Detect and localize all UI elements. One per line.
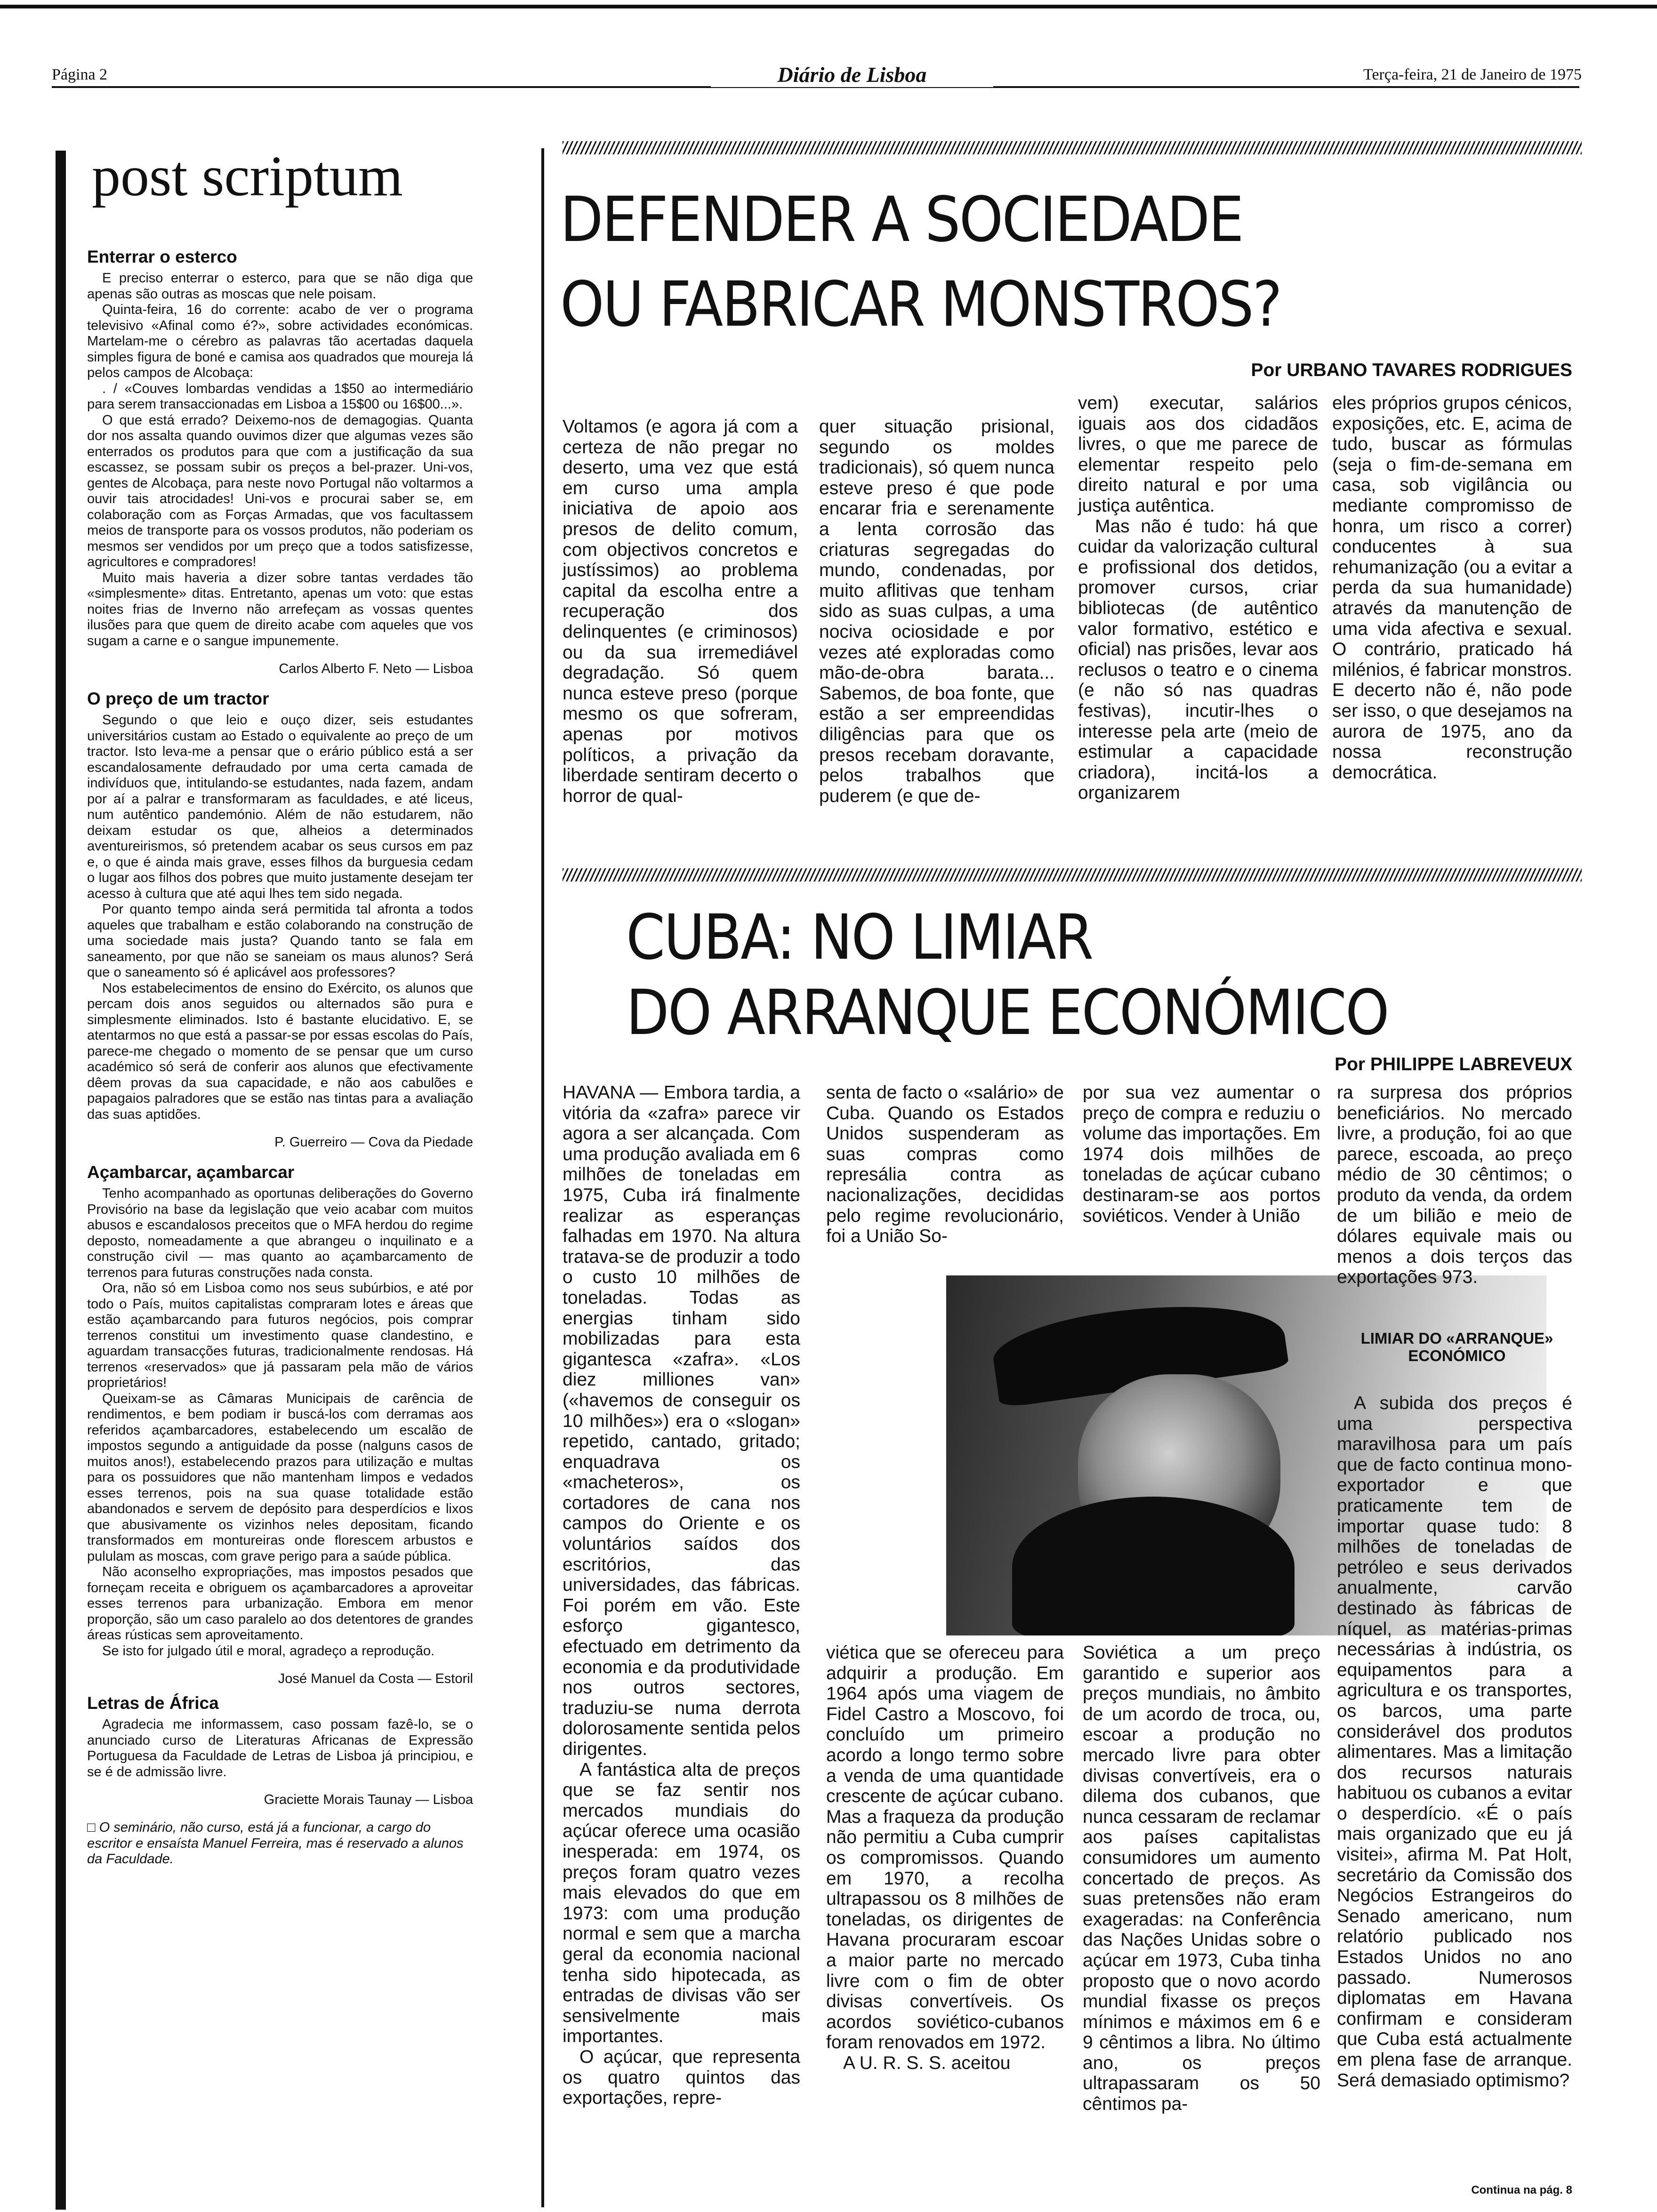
letter-paragraph: Se isto for julgado útil e moral, agradeço a reprodução.	[102, 1643, 435, 1659]
letter-heading: O preço de um tractor	[87, 689, 269, 708]
letter-paragraph: Ora, não só em Lisboa como nos seus subúrbios, e até por todo o País, muitos capitalistas compraram lotes e áreas que estão açambarcando para futuros negócios, pois comprar terrenos constitui um investimento quase clandestino, e aguardam transacções futuras, tradicionalmente rendosas. Há terrenos «reservados» que já passaram pela mão de vários proprietários!	[87, 1281, 473, 1390]
page-label: Página 2	[52, 66, 108, 83]
byline: Por PHILIPPE LABREVEUX	[1335, 1054, 1572, 1074]
top-rule	[0, 5, 1657, 8]
hatched-rule	[563, 141, 1582, 154]
article-paragraph: HAVANA — Embora tardia, a vitória da «zafra» parece vir agora a ser alcançada. Com uma produção avaliada em 6 milhões de toneladas em 1975, Cuba irá finalmente realizar as esperanças falhadas em 1970. Na altura tratava-se de produzir a todo o custo 10 milhões de toneladas. Todas as energias tinham sido mobilizadas para esta gigantesca «zafra». «Los diez milliones van» («havemos de conseguir os 10 milhões») era o «slogan» repetido, cantado, gritado; enquadrava os «macheteros», os cortadores de cana nos campos do Oriente e os voluntários saídos dos escritórios, das universidades, das fábricas. Foi porém em vão. Este esforço gigantesco, efectuado em detrimento da economia e da produtividade nos outros sectores, traduziu-se numa derrota dolorosamente sentida pelos dirigentes.	[563, 1082, 800, 1759]
letter-signature: P. Guerreiro — Cova da Piedade	[274, 1135, 473, 1150]
article-column	[1078, 393, 1318, 803]
column-divider	[541, 148, 544, 2207]
letter-heading: Açambarcar, açambarcar	[87, 1162, 295, 1182]
headline-line: DO ARRANQUE ECONÓMICO	[626, 977, 1388, 1049]
post-scriptum-title: post scriptum	[92, 144, 403, 208]
letter-paragraph: Não aconselho expropriações, mas impostos pesados que forneçam receita e obriguem os açambarcadores a aproveitar esses terrenos para urbanização. Embora em menor proporção, são um caso paralelo ao dos detentores de grandes áreas rústicas sem aproveitamento.	[87, 1564, 473, 1643]
article-paragraph: por sua vez aumentar o preço de compra e reduziu o volume das importações. Em 1974 dois milhões de toneladas de açúcar cubano destinaram-se aos portos soviéticos. Vender à União	[1083, 1082, 1320, 1226]
headline-line: CUBA: NO LIMIAR	[626, 901, 1093, 974]
article-column	[1083, 1643, 1320, 2115]
article-paragraph: A U. R. S. S. aceitou	[843, 2052, 1011, 2073]
article-paragraph: O açúcar, que representa os quatro quintos das exportações, repre-	[563, 2046, 800, 2108]
letter-paragraph: E preciso enterrar o esterco, para que se não diga que apenas são outras as moscas que nele poisam.	[87, 271, 473, 302]
article-column	[563, 417, 798, 806]
article-paragraph: Mas não é tudo: há que cuidar da valorização cultural e profissional dos detidos, promover cursos, criar bibliotecas (de autêntico valor formativo, estético e oficial) nas prisões, levar aos reclusos o teatro e o cinema (e não só nas quadras festivas), incutir-lhes o interesse pela arte (meio de estimular a capacidade criadora), incitá-los a organizarem	[1078, 516, 1318, 803]
article-paragraph: Voltamos (e agora já com a certeza de não pregar no deserto, uma vez que está em curso uma ampla iniciativa de apoio aos presos de delito comum, com objectivos concretos e justíssimos) ao problema capital da escolha entre a recuperação dos delinquentes (e criminosos) ou da sua irremediável degradação. Só quem nunca esteve preso (porque mesmo os que sofreram, apenas por motivos políticos, a privação da liberdade sentiram decerto o horror de qual-	[563, 417, 798, 806]
letter-paragraph: Tenho acompanhado as oportunas deliberações do Governo Provisório na base da legislação que veio acabar com muitos abusos e escandalosos preceitos que o MFA herdou do regime deposto, nomeadamente a que abrangeu o inquilinato e a construção civil — mas quanto ao açambarcamento de terrenos para futuras construções nada consta.	[87, 1186, 473, 1280]
byline: Por URBANO TAVARES RODRIGUES	[1251, 360, 1572, 380]
article-column	[1337, 1393, 1572, 2091]
hatched-rule	[563, 868, 1582, 882]
article-column	[1337, 1082, 1572, 1288]
article-paragraph: ra surpresa dos próprios beneficiários. No mercado livre, a produção, foi ao que parece, escoada, ao preço médio de 30 cêntimos; o produto da venda, da ordem de um bilião e meio de dólares equivale mais ou menos a dois terços das exportações 973.	[1337, 1082, 1572, 1288]
editor-note: □ O seminário, não curso, está já a funcionar, a cargo do escritor e ensaísta Manuel Ferreira, mas é reservado a alunos da Faculdade.	[87, 1820, 464, 1867]
letter-paragraph: Por quanto tempo ainda será permitida tal afronta a todos aqueles que trabalham e estão colaborando na construção de uma sociedade mais justa? Quando tanto se fala em saneamento, por que não se saneiam os maus alunos? Será que o saneamento só é aplicável aos professores?	[87, 902, 473, 980]
article-paragraph: quer situação prisional, segundo os moldes tradicionais), só quem nunca esteve preso é que pode encarar fria e serenamente a lenta corrosão das criaturas segregadas do mundo, condenadas, por muito aflitivas que tenham sido as suas culpas, a uma nociva ociosidade e por vezes até exploradas como mão-de-obra barata... Sabemos, de boa fonte, que estão a ser empreendidas diligências para que os presos recebam doravante, pelos trabalhos que puderem (e que de-	[819, 417, 1054, 806]
letter-paragraph: Quinta-feira, 16 do corrente: acabo de ver o programa televisivo «Afinal como é?», sobre actividades económicas. Martelam-me o cérebro as palavras tão acertadas daquela simples figura de boné e camisa aos quadrados que moureja lá pelos campos de Alcobaça:	[87, 302, 473, 380]
letter-paragraph: Muito mais haveria a dizer sobre tantas verdades tão «simplesmente» ditas. Entretanto, apenas um voto: que estas noites frias de Inverno não arrefeçam as vossas quentes ilusões para que quem de direito acabe com aqueles que vos sugam a carne e o sangue impunemente.	[87, 570, 473, 649]
letter-signature: José Manuel da Costa — Estoril	[278, 1671, 473, 1686]
article-column	[1332, 393, 1572, 783]
letter-heading: Letras de África	[87, 1693, 219, 1713]
letter-paragraph: O que está errado? Deixemo-nos de demagogias. Quanta dor nos assalta quando ouvimos dizer que algumas vezes são enterrados os produtos para que com a justificação da sua escassez, se possam subir os preços a bel-prazer. Uni-vos, gentes de Alcobaça, para neste novo Portugal não voltarmos a ouvir tais atrocidades! Uni-vos e procurai saber se, em colaboração com as Forças Armadas, que vos facultassem meios de transporte para os vossos produtos, não poderiam os mesmos ser vendidos por um preço que a todos satisfizesse, agricultores e compradores!	[87, 412, 473, 569]
masthead: Diário de Lisboa	[711, 62, 993, 87]
article-paragraph: Soviética a um preço garantido e superior aos preços mundiais, no âmbito de um acordo de troca, ou, escoar a produção no mercado livre para obter divisas convertíveis, era o dilema dos cubanos, que nunca cessaram de reclamar aos países capitalistas consumidores um aumento concertado de preços. As suas pretensões não eram exageradas: na Conferência das Nações Unidas sobre o açúcar em 1973, Cuba tinha proposto que o novo acordo mundial fixasse os preços mínimos e máximos em 6 e 9 cêntimos a libra. No último ano, os preços ultrapassaram os 50 cêntimos pa-	[1083, 1643, 1320, 2115]
article-column	[826, 1082, 1064, 1247]
article-paragraph: vem) executar, salários iguais aos dos cidadãos livres, o que me parece de elementar respeito pelo direito natural e por uma justiça autêntica.	[1078, 393, 1318, 516]
article-paragraph: A subida dos preços é uma perspectiva maravilhosa para um país que de facto continua mono-exportador e que praticamente tem de importar quase tudo: 8 milhões de toneladas de petróleo e seus derivados anualmente, carvão destinado às fábricas de níquel, as matérias-primas necessárias à indústria, os equipamentos para a agricultura e os transportes, os barcos, uma parte considerável dos produtos alimentares. Mas a limitação dos recursos naturais habituou os cubanos a evitar o desperdício. «É o país mais organizado que eu já visitei», afirma M. Pat Holt, secretário da Comissão dos Negócios Estrangeiros do Senado americano, num relatório publicado nos Estados Unidos no ano passado. Numerosos diplomatas em Havana confirmam e consideram que Cuba está actualmente em plena fase de arranque. Será demasiado optimismo?	[1337, 1393, 1572, 2091]
article-column	[826, 1643, 1064, 2073]
letter-signature: Graciette Morais Taunay — Lisboa	[264, 1792, 473, 1807]
letter-paragraph: . / «Couves lombardas vendidas a 1$50 ao intermediário para serem transaccionadas em Lisboa a 15$00 ou 16$00...».	[87, 381, 473, 412]
continued-notice: Continua na pág. 8	[1471, 2184, 1572, 2196]
letters-column	[87, 247, 473, 1867]
headline-line: OU FABRICAR MONSTROS?	[560, 268, 1281, 341]
letter-paragraph: Segundo o que leio e ouço dizer, seis estudantes universitários custam ao Estado o equivalente ao preço de um tractor. Isto leva-me a pensar que o erário público está a ser escandalosamente defraudado por uma certa camada de indivíduos que, intitulando-se estudantes, nada fazem, andam por aí a palrar e transformaram as faculdades, e até liceus, num autêntico pandemónio. Além de não estudarem, não deixam estudar os que, alheios a determinados aventureirismos, só pretendem acabar os seus cursos em paz e, o que é ainda mais grave, esses filhos da burguesia cedam o lugar aos filhos dos pobres que muito justamente desejam ter acesso à cultura que até aqui lhes tem sido negada.	[87, 713, 473, 901]
letter-paragraph: Agradecia me informassem, caso possam fazê-lo, se o anunciado curso de Literaturas Africanas de Expressão Portuguesa da Faculdade de Letras de Lisboa já principiou, e se é de admissão livre.	[87, 1717, 473, 1779]
photo-beard-shape	[1012, 1497, 1295, 1635]
subheading: LIMIAR DO «ARRANQUE» ECONÓMICO	[1360, 1330, 1553, 1364]
letter-paragraph: Queixam-se as Câmaras Municipais de carência de rendimentos, e bem podiam ir buscá-los com derramas aos referidos açambarcadores, estabelecendo um escalão de impostos segundo a antiguidade da posse (nalguns casos de muitos anos!), estabelecendo prazos para utilização e multas para os possuidores que não mantenham limpos e vedados esses terrenos, pois na sua quase totalidade estão abandonados e servem de depósito para desperdícios e lixos que abusivamente os vizinhos neles depositam, ficando transformados em montureiras onde florescem arbustos e pululam as moscas, com grave perigo para a saúde pública.	[87, 1391, 473, 1564]
article-paragraph: senta de facto o «salário» de Cuba. Quando os Estados Unidos suspenderam as suas compras como represália contra as nacionalizações, decididas pelo regime revolucionário, foi a União So-	[826, 1082, 1064, 1247]
letter-body	[87, 271, 473, 649]
article-paragraph: A fantástica alta de preços que se faz sentir nos mercados mundiais do açúcar oferece uma ocasião inesperada: em 1974, os preços foram quatro vezes mais elevados do que em 1973: com uma produção normal e sem que a marcha geral da economia nacional tenha sido hipotecada, as entradas de divisas vão ser sensivelmente mais importantes.	[563, 1759, 800, 2047]
article-column	[819, 417, 1054, 806]
letter-paragraph: Nos estabelecimentos de ensino do Exército, os alunos que percam dois anos seguidos ou alternados são pura e simplesmente eliminados. Isto é bastante elucidativo. E, se atentarmos no que está a passar-se por essas escolas do País, parece-me chegado o momento de se pensar que um curso académico só será de conferir aos alunos que efectivamente dêem provas da sua capacidade, e não aos cabulões e papagaios palradores que se estão nas tintas para a avaliação das suas aptidões.	[87, 980, 473, 1122]
article-paragraph: viética que se ofereceu para adquirir a produção. Em 1964 após uma viagem de Fidel Castro a Moscovo, foi concluído um primeiro acordo a longo termo sobre a venda de uma quantidade crescente de açúcar cubano. Mas a fraqueza da produção não permitiu a Cuba cumprir os compromissos. Quando em 1970, a recolha ultrapassou os 8 milhões de toneladas, os dirigentes de Havana procuraram escoar a maior parte no mercado livre com o fim de obter divisas convertíveis. Os acordos soviético-cubanos foram renovados em 1972.	[826, 1643, 1064, 2053]
letter-body	[87, 1717, 473, 1780]
headline-line: DEFENDER A SOCIEDADE	[560, 184, 1243, 256]
article-column	[563, 1082, 800, 2108]
letter-body	[87, 1186, 473, 1659]
post-scriptum-bar	[56, 151, 66, 2210]
letter-signature: Carlos Alberto F. Neto — Lisboa	[279, 661, 473, 676]
article-column	[1083, 1082, 1320, 1226]
article-paragraph: eles próprios grupos cénicos, exposições, etc. E, acima de tudo, buscar as fórmulas (seja o fim-de-semana em casa, sob vigilância ou mediante compromisso de honra, um risco a correr) conducentes à sua rehumanização (ou a evitar a perda da sua humanidade) através da manutenção de uma vida afectiva e sexual. O contrário, praticado há milénios, é fabricar monstros. E decerto não é, não pode ser isso, o que desejamos na aurora de 1975, ano da nossa reconstrução democrática.	[1332, 393, 1572, 783]
letter-body	[87, 713, 473, 1122]
letter-heading: Enterrar o esterco	[87, 247, 237, 266]
issue-date: Terça-feira, 21 de Janeiro de 1975	[1309, 66, 1582, 84]
